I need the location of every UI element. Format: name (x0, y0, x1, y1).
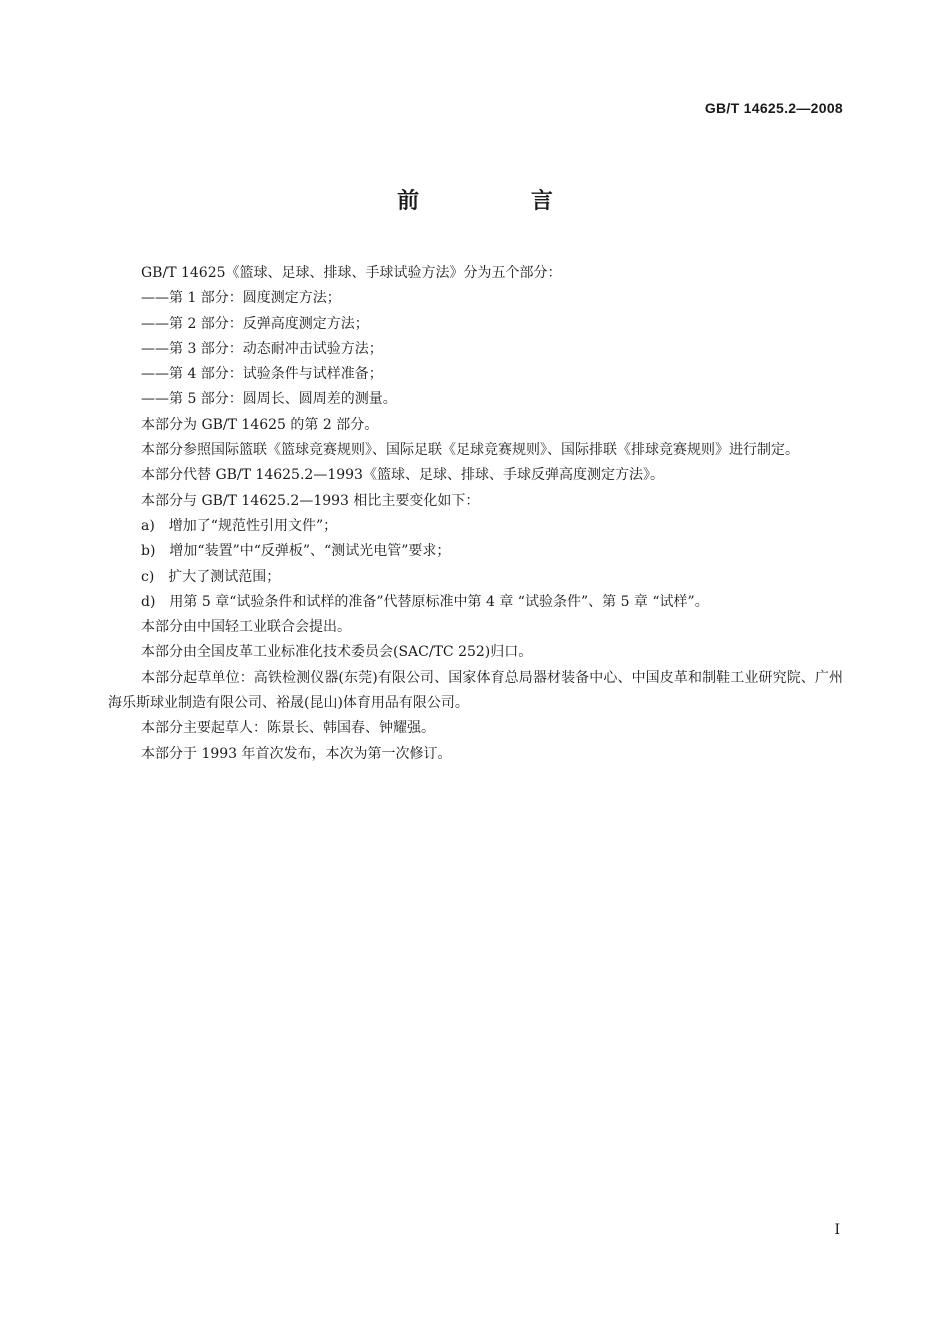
paragraph-under-jurisdiction: 本部分由全国皮革工业标准化技术委员会(SAC/TC 252)归口。 (141, 644, 533, 661)
paragraph-replaces: 本部分代替 GB/T 14625.2—1993《篮球、足球、排球、手球反弹高度测定方法》。 (141, 467, 664, 484)
list-item-change-d: d) 用第 5 章“试验条件和试样的准备”代替原标准中第 4 章 “试验条件”、第 5 章 “试样”。 (141, 593, 709, 610)
page-number: I (834, 1222, 840, 1238)
paragraph-publication-history: 本部分于 1993 年首次发布，本次为第一次修订。 (141, 745, 452, 762)
list-item-part-4: ——第 4 部分：试验条件与试样准备； (141, 366, 383, 383)
foreword-body (108, 261, 843, 767)
list-item-change-b: b) 增加“装置”中“反弹板”、“测试光电管”要求； (141, 543, 451, 560)
list-item-part-5: ——第 5 部分：圆周长、圆周差的测量。 (141, 391, 397, 408)
page-title: 前 言 (397, 189, 605, 214)
paragraph-this-part: 本部分为 GB/T 14625 的第 2 部分。 (141, 416, 379, 433)
paragraph-parts-intro: GB/T 14625《篮球、足球、排球、手球试验方法》分为五个部分： (141, 265, 562, 281)
standard-number: GB/T 14625.2—2008 (704, 100, 843, 116)
paragraph-references: 本部分参照国际篮联《篮球竞赛规则》、国际足联《足球竞赛规则》、国际排联《排球竞赛规则》进行制定。 (141, 442, 799, 459)
paragraph-proposed-by: 本部分由中国轻工业联合会提出。 (141, 619, 351, 636)
paragraph-drafting-units: 本部分起草单位：高铁检测仪器(东莞)有限公司、国家体育总局器材装备中心、中国皮革和制鞋工业研究院、广州海乐斯球业制造有限公司、裕晟(昆山)体育用品有限公司。 (108, 669, 843, 712)
list-item-change-a: a) 增加了“规范性引用文件”； (141, 517, 338, 534)
paragraph-drafters: 本部分主要起草人：陈景长、韩国春、钟耀强。 (141, 720, 435, 737)
list-item-part-2: ——第 2 部分：反弹高度测定方法； (141, 315, 369, 332)
list-item-part-3: ——第 3 部分：动态耐冲击试验方法； (141, 340, 383, 357)
list-item-part-1: ——第 1 部分：圆度测定方法； (141, 290, 341, 307)
list-item-change-c: c) 扩大了测试范围； (141, 568, 281, 585)
paragraph-changes-intro: 本部分与 GB/T 14625.2—1993 相比主要变化如下： (141, 492, 480, 509)
